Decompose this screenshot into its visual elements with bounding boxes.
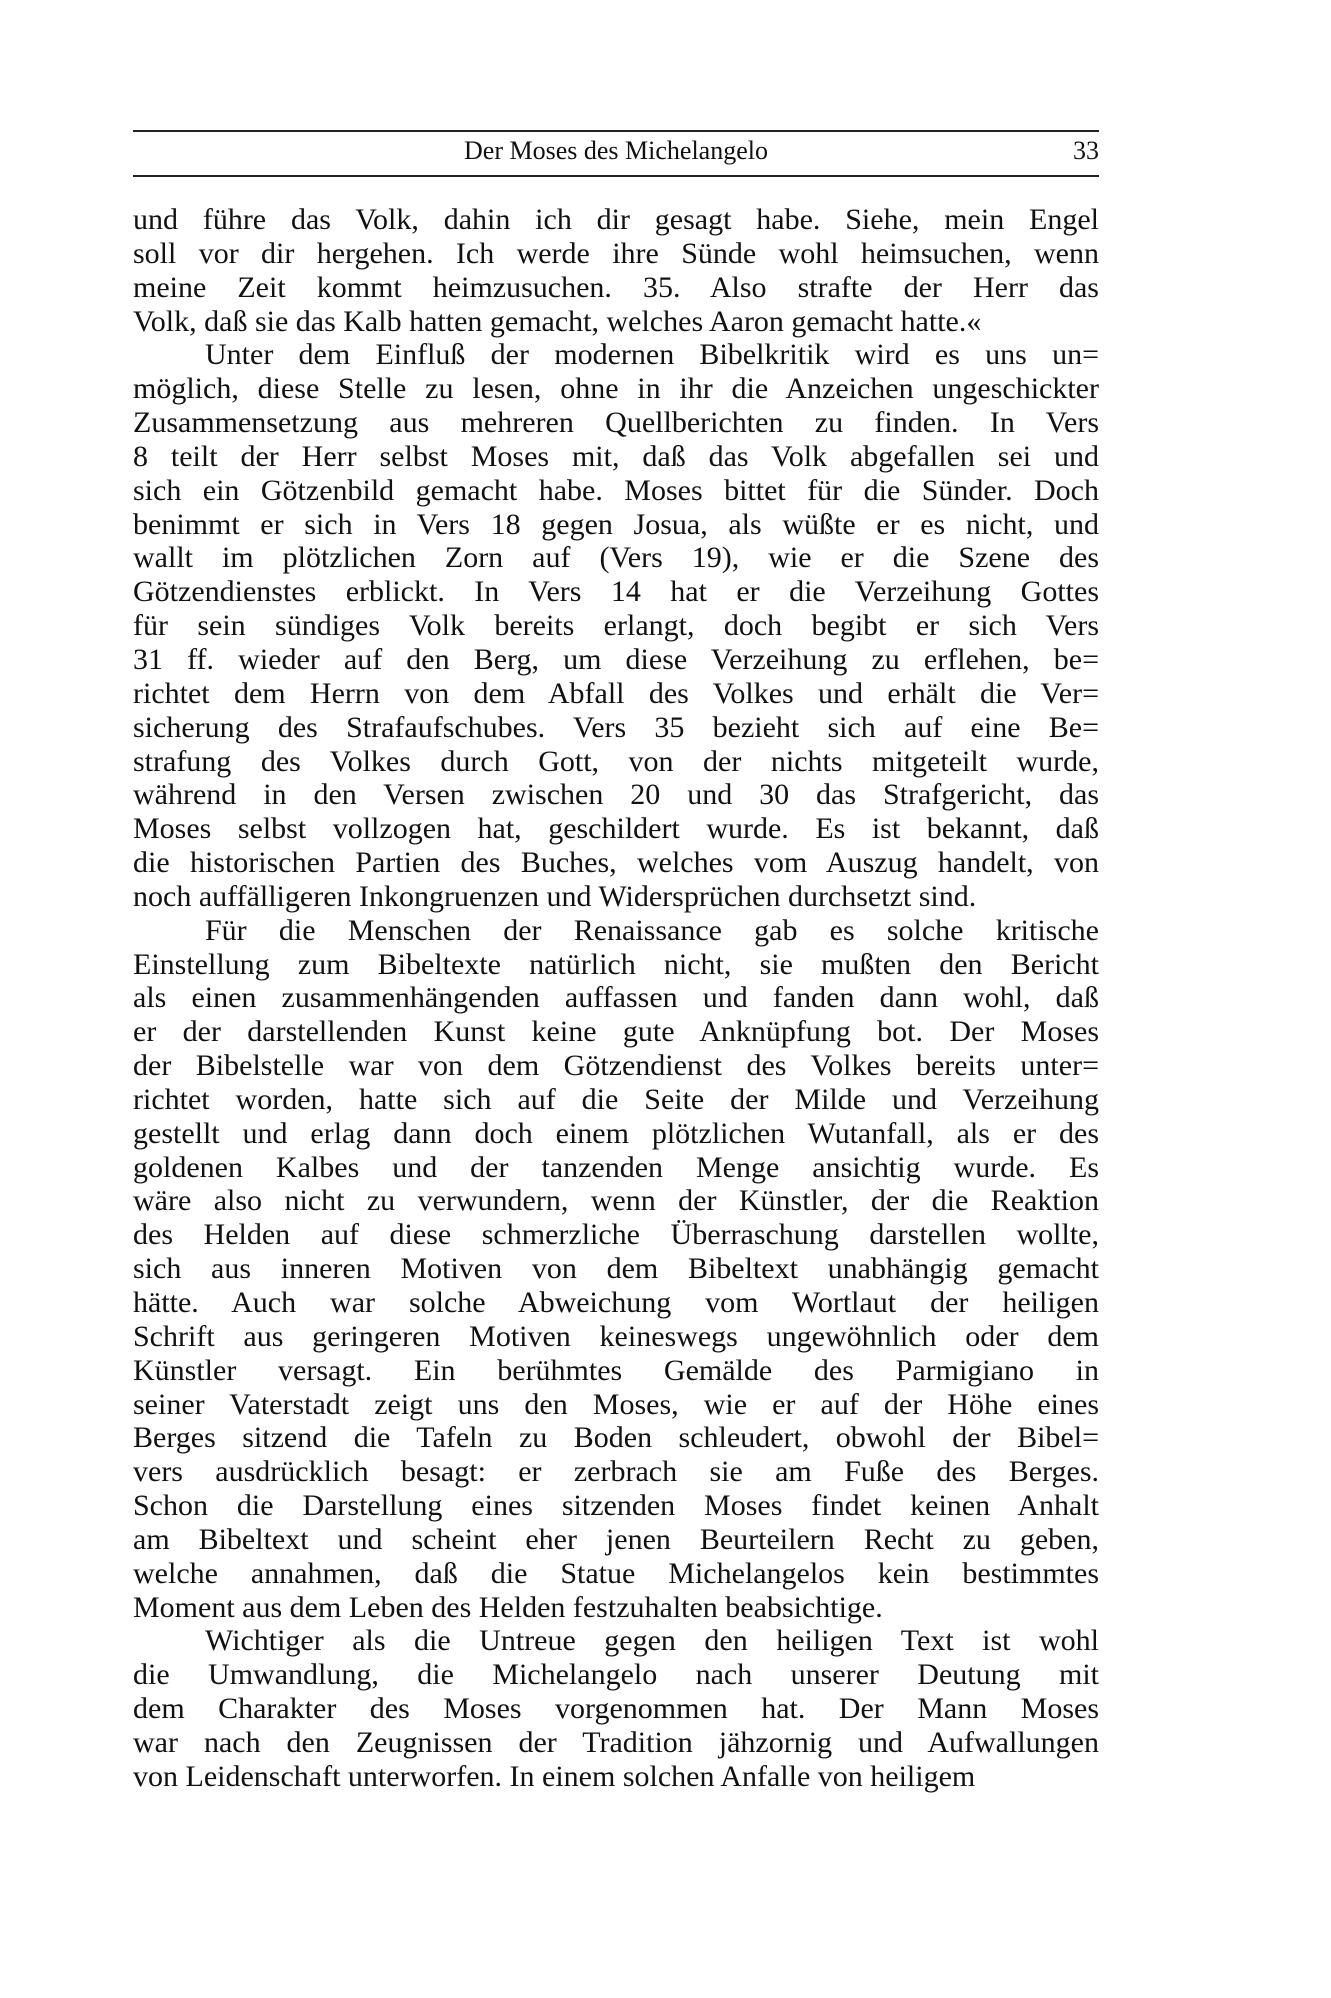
text-line: während in den Versen zwischen 20 und 30 das Strafgericht, das: [133, 778, 1099, 812]
running-title: Der Moses des Michelangelo: [464, 136, 768, 165]
text-line: Schrift aus geringeren Motiven keineswegs ungewöhnlich oder dem: [133, 1319, 1099, 1353]
text-line: hätte. Auch war solche Abweichung vom Wortlaut der heiligen: [133, 1286, 1099, 1319]
text-line: noch auffälligeren Inkongruenzen und Widersprüchen durchsetzt sind.: [133, 879, 977, 913]
text-line: richtet worden, hatte sich auf die Seite der Milde und Verzeihung: [133, 1082, 1099, 1116]
text-line: der Bibelstelle war von dem Götzendienst des Volkes bereits unter=: [133, 1049, 1099, 1083]
text-line: sicherung des Strafaufschubes. Vers 35 bezieht sich auf eine Be=: [133, 710, 1099, 744]
paragraph: [133, 338, 1099, 913]
text-line: am Bibeltext und scheint eher jenen Beurteilern Recht zu geben,: [133, 1522, 1099, 1556]
text-line: welche annahmen, daß die Statue Michelangelos kein bestimmtes: [133, 1556, 1099, 1590]
text-line: Berges sitzend die Tafeln zu Boden schleudert, obwohl der Bibel=: [133, 1421, 1099, 1455]
paragraph: [133, 1624, 1099, 1793]
text-line: seiner Vaterstadt zeigt uns den Moses, wie er auf der Höhe eines: [133, 1387, 1099, 1421]
text-line: als einen zusammenhängenden auffassen und fanden dann wohl, daß: [133, 981, 1099, 1015]
text-line: Moment aus dem Leben des Helden festzuhalten beabsichtige.: [133, 1590, 883, 1624]
header-rule-bottom: [133, 175, 1099, 177]
header-rule-top: [133, 130, 1099, 132]
text-line: dem Charakter des Moses vorgenommen hat. Der Mann Moses: [133, 1692, 1099, 1726]
text-line: wallt im plötzlichen Zorn auf (Vers 19), wie er die Szene des: [133, 541, 1099, 575]
text-line: die historischen Partien des Buches, welches vom Auszug handelt, von: [133, 846, 1099, 880]
paragraph: [133, 914, 1099, 1625]
text-line: für sein sündiges Volk bereits erlangt, doch begibt er sich Vers: [133, 609, 1099, 643]
text-line: und führe das Volk, dahin ich dir gesagt habe. Siehe, mein Engel: [133, 203, 1099, 236]
text-line: war nach den Zeugnissen der Tradition jähzornig und Aufwallungen: [133, 1725, 1099, 1759]
text-line: benimmt er sich in Vers 18 gegen Josua, als wüßte er es nicht, und: [133, 507, 1099, 541]
text-line: des Helden auf diese schmerzliche Überraschung darstellen wollte,: [133, 1218, 1099, 1252]
text-line: Götzendienstes erblickt. In Vers 14 hat er die Verzeihung Gottes: [133, 575, 1099, 609]
text-line: er der darstellenden Kunst keine gute Anknüpfung bot. Der Moses: [133, 1015, 1099, 1049]
text-line: 31 ff. wieder auf den Berg, um diese Verzeihung zu erflehen, be=: [133, 642, 1099, 676]
page-number: 33: [1073, 136, 1099, 165]
text-line: strafung des Volkes durch Gott, von der nichts mitgeteilt wurde,: [133, 744, 1099, 778]
running-head: [133, 136, 1099, 172]
text-line: möglich, diese Stelle zu lesen, ohne in ihr die Anzeichen ungeschickter: [133, 372, 1099, 406]
paragraph: [133, 203, 1099, 338]
text-line: Zusammensetzung aus mehreren Quellberichten zu finden. In Vers: [133, 406, 1099, 440]
text-line: Einstellung zum Bibeltexte natürlich nicht, sie mußten den Bericht: [133, 947, 1099, 981]
text-line: 8 teilt der Herr selbst Moses mit, daß das Volk abgefallen sei und: [133, 439, 1099, 473]
text-line: vers ausdrücklich besagt: er zerbrach sie am Fuße des Berges.: [133, 1455, 1099, 1489]
text-line: wäre also nicht zu verwundern, wenn der Künstler, der die Reaktion: [133, 1184, 1099, 1218]
text-line: richtet dem Herrn von dem Abfall des Volkes und erhält die Ver=: [133, 676, 1099, 710]
text-line: Volk, daß sie das Kalb hatten gemacht, welches Aaron gemacht hatte.«: [133, 304, 982, 338]
text-line: sich ein Götzenbild gemacht habe. Moses bittet für die Sünder. Doch: [133, 473, 1099, 507]
text-line: meine Zeit kommt heimzusuchen. 35. Also strafte der Herr das: [133, 270, 1099, 304]
text-line: soll vor dir hergehen. Ich werde ihre Sünde wohl heimsuchen, wenn: [133, 236, 1099, 270]
text-line: Schon die Darstellung eines sitzenden Moses findet keinen Anhalt: [133, 1489, 1099, 1523]
text-line: gestellt und erlag dann doch einem plötzlichen Wutanfall, als er des: [133, 1116, 1099, 1150]
text-line: von Leidenschaft unterworfen. In einem solchen Anfalle von heiligem: [133, 1759, 976, 1793]
text-line: die Umwandlung, die Michelangelo nach unserer Deutung mit: [133, 1658, 1099, 1692]
text-line: Wichtiger als die Untreue gegen den heiligen Text ist wohl: [205, 1624, 1099, 1658]
text-line: Moses selbst vollzogen hat, geschildert wurde. Es ist bekannt, daß: [133, 812, 1099, 846]
text-line: Für die Menschen der Renaissance gab es solche kritische: [205, 913, 1099, 947]
body-text: [133, 203, 1099, 1794]
text-line: sich aus inneren Motiven von dem Bibeltext unabhängig gemacht: [133, 1252, 1099, 1286]
text-line: goldenen Kalbes und der tanzenden Menge ansichtig wurde. Es: [133, 1150, 1099, 1184]
text-line: Unter dem Einfluß der modernen Bibelkritik wird es uns un=: [205, 338, 1099, 372]
text-line: Künstler versagt. Ein berühmtes Gemälde des Parmigiano in: [133, 1353, 1099, 1387]
